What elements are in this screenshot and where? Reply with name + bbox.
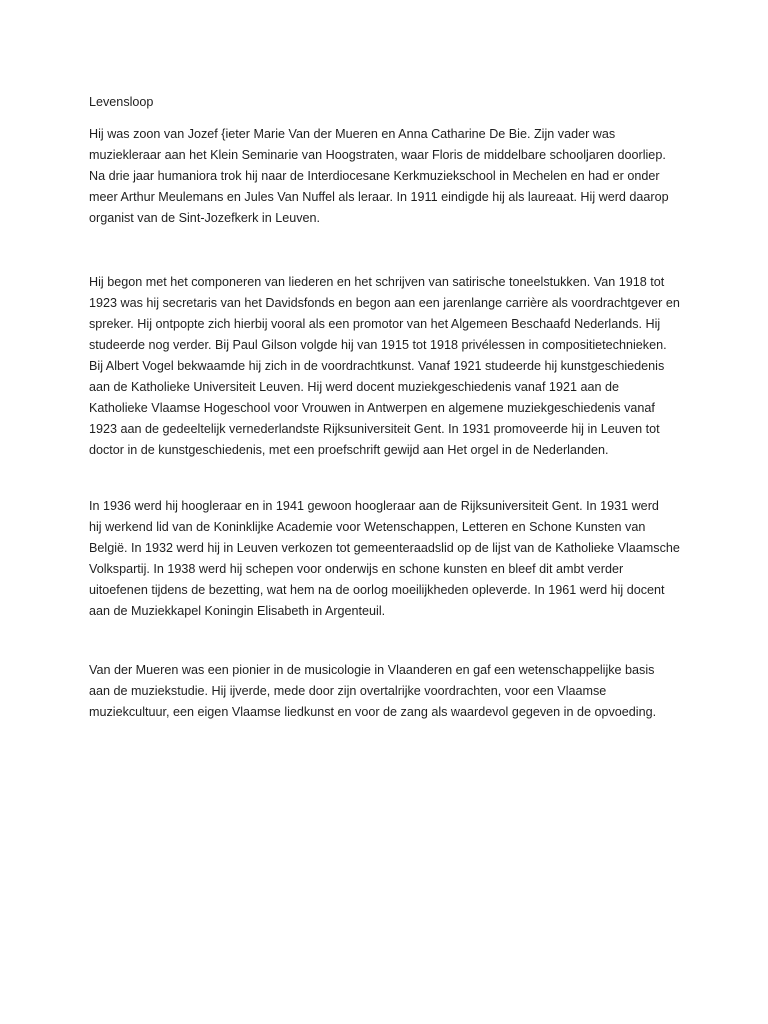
paragraph-line: spreker. Hij ontpopte zich hierbij vooral als een promotor van het Algemeen Beschaafd Nederlands. Hij — [89, 317, 661, 331]
paragraph-1 — [89, 124, 689, 229]
document-page — [89, 92, 689, 719]
paragraph-line: aan de Katholieke Universiteit Leuven. Hij werd docent muziekgeschiedenis vanaf 1921 aan de — [89, 380, 619, 394]
paragraph-line: Na drie jaar humaniora trok hij naar de Interdiocesane Kerkmuziekschool in Mechelen en had er onder — [89, 169, 660, 183]
paragraph-3 — [89, 496, 689, 622]
paragraph-line: uitoefenen tijdens de bezetting, wat hem na de oorlog moeilijkheden opleverde. In 1961 werd hij docent — [89, 583, 665, 597]
paragraph-line: Katholieke Vlaamse Hogeschool voor Vrouwen in Antwerpen en algemene muziekgeschiedenis vanaf — [89, 401, 655, 415]
paragraph-line: Bij Albert Vogel bekwaamde hij zich in de voordrachtkunst. Vanaf 1921 studeerde hij kunstgeschiedenis — [89, 359, 665, 373]
paragraph-line: aan de Muziekkapel Koningin Elisabeth in Argenteuil. — [89, 604, 386, 618]
paragraph-line: aan de muziekstudie. Hij ijverde, mede door zijn overtalrijke voordrachten, voor een Vlaamse — [89, 684, 607, 698]
paragraph-line: muziekcultuur, een eigen Vlaamse liedkunst en voor de zang als waardevol gegeven in de opvoeding. — [89, 705, 657, 719]
paragraph-line: meer Arthur Meulemans en Jules Van Nuffel als leraar. In 1911 eindigde hij als laureaat. Hij werd daarop — [89, 190, 669, 204]
paragraph-4 — [89, 660, 689, 723]
paragraph-line: muziekleraar aan het Klein Seminarie van Hoogstraten, waar Floris de middelbare schooljaren doorliep. — [89, 148, 666, 162]
paragraph-2 — [89, 272, 689, 461]
paragraph-line: hij werkend lid van de Koninklijke Academie voor Wetenschappen, Letteren en Schone Kunsten van — [89, 520, 646, 534]
paragraph-line: Hij begon met het componeren van liederen en het schrijven van satirische toneelstukken. Van 1918 tot — [89, 275, 665, 289]
paragraph-line: In 1936 werd hij hoogleraar en in 1941 gewoon hoogleraar aan de Rijksuniversiteit Gent. In 1931 werd — [89, 499, 659, 513]
paragraph-line: studeerde nog verder. Bij Paul Gilson volgde hij van 1915 tot 1918 privélessen in compositietechnieken. — [89, 338, 667, 352]
paragraph-line: organist van de Sint-Jozefkerk in Leuven. — [89, 211, 321, 225]
paragraph-line: doctor in de kunstgeschiedenis, met een proefschrift gewijd aan Het orgel in de Nederlanden. — [89, 443, 609, 457]
paragraph-line: Hij was zoon van Jozef {ieter Marie Van der Mueren en Anna Catharine De Bie. Zijn vader was — [89, 127, 616, 141]
paragraph-line: Van der Mueren was een pionier in de musicologie in Vlaanderen en gaf een wetenschappelijke basis — [89, 663, 655, 677]
paragraph-line: Volkspartij. In 1938 werd hij schepen voor onderwijs en schone kunsten en bleef dit ambt verder — [89, 562, 624, 576]
paragraph-line: 1923 aan de gedeeltelijk vernederlandste Rijksuniversiteit Gent. In 1931 promoveerde hij in Leuven tot — [89, 422, 660, 436]
paragraph-line: België. In 1932 werd hij in Leuven verkozen tot gemeenteraadslid op de lijst van de Katholieke Vlaamsche — [89, 541, 680, 555]
paragraph-line: 1923 was hij secretaris van het Davidsfonds en begon aan een jarenlange carrière als voordrachtgever en — [89, 296, 680, 310]
section-heading: Levensloop — [89, 95, 154, 109]
